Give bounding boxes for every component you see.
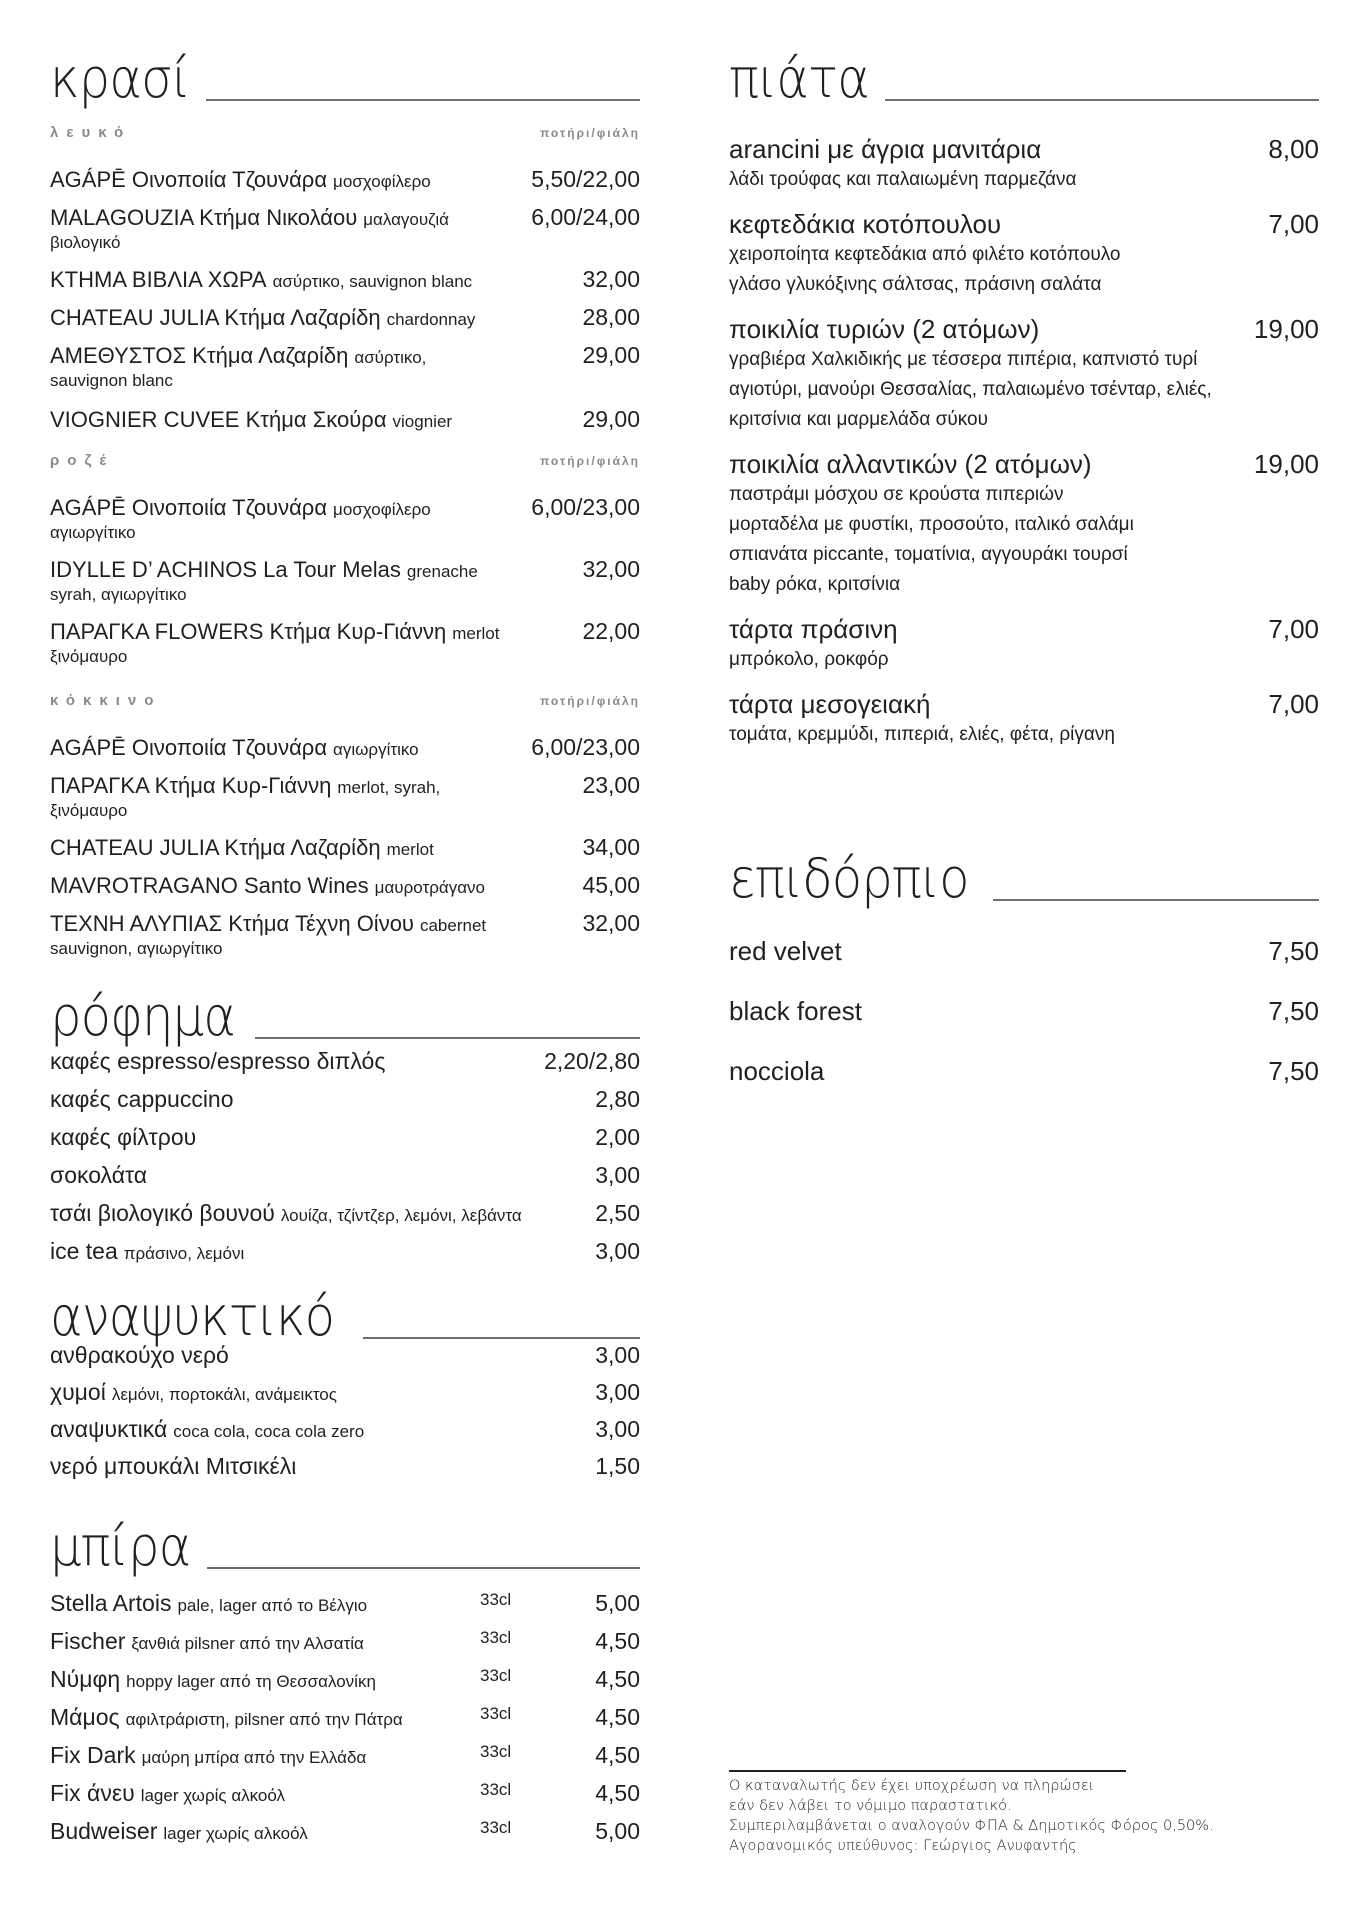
beer-name: Fix άνευ (50, 1780, 135, 1806)
item-name: ανθρακούχο νερό (50, 1342, 229, 1368)
dish-name: ποικιλία τυριών (2 ατόμων) (729, 314, 1040, 344)
wine-grape: grenache (406, 562, 478, 581)
dessert-name: nocciola (729, 1056, 825, 1086)
dish-item (729, 689, 1319, 750)
wine-row (50, 304, 640, 331)
dish-row (729, 614, 1319, 645)
beer-desc: lager χωρίς αλκοόλ (163, 1824, 308, 1843)
footer-line: Ο καταναλωτής δεν έχει υποχρέωση να πληρώσει (729, 1778, 1095, 1794)
footer-line: εάν δεν λάβει το νόμιμο παραστατικό. (729, 1798, 1012, 1814)
beer-volume: 33cl (480, 1666, 512, 1685)
wine-grape: chardonnay (386, 310, 476, 329)
dishes-section-title (729, 47, 1319, 110)
wine-name: AGÁPĒ Οινοποιία Τζουνάρα (50, 735, 328, 760)
beer-volume: 33cl (480, 1742, 512, 1761)
beer-desc: ξανθιά pilsner από την Αλσατία (131, 1634, 364, 1653)
wine-row (50, 872, 640, 899)
item-name: νερό μπουκάλι Μιτσικέλι (50, 1453, 297, 1479)
glass-bottle-label: ποτήρι/φιάλη (540, 453, 640, 468)
beer-volume: 33cl (480, 1818, 512, 1837)
dish-row (729, 209, 1319, 240)
item-price: 3,00 (595, 1238, 640, 1264)
item-name: καφές φίλτρου (50, 1124, 197, 1150)
wine-grape: merlot (452, 624, 500, 643)
item-price: 2,00 (595, 1124, 640, 1150)
item-name-wrap (50, 1416, 364, 1443)
dish-row (729, 449, 1319, 480)
dish-row (729, 134, 1319, 165)
title-rule (206, 99, 640, 101)
dessert-price: 7,50 (1268, 1056, 1319, 1086)
wine-name-wrap (50, 407, 452, 433)
beer-price: 4,50 (595, 1628, 640, 1654)
beer-volume: 33cl (480, 1780, 512, 1799)
dish-item (729, 134, 1319, 195)
beer-list (50, 1590, 640, 1856)
item-name: καφές cappuccino (50, 1086, 234, 1112)
wine-name: ΠΑΡΑΓΚΑ FLOWERS Κτήμα Κυρ-Γιάννη (50, 619, 447, 644)
item-price: 2,80 (595, 1086, 640, 1112)
wine-name: ΤΕΧΝΗ ΑΛΥΠΙΑΣ Κτήμα Τέχνη Οίνου (50, 911, 414, 936)
wine-item (50, 734, 640, 761)
beer-price: 5,00 (595, 1590, 640, 1616)
item-name: ice tea (50, 1238, 118, 1264)
beer-item (50, 1780, 640, 1818)
dessert-title: επιδόρπιο (729, 847, 969, 910)
beer-section-title (50, 1515, 640, 1578)
title-rule (885, 99, 1319, 101)
wine-name: ΑΜΕΘΥΣΤΟΣ Κτήμα Λαζαρίδη (50, 343, 349, 368)
beer-price: 4,50 (595, 1780, 640, 1806)
wine-row (50, 734, 640, 761)
beer-desc: αφιλτράριστη, pilsner από την Πάτρα (125, 1710, 403, 1729)
wine-name: CHATEAU JULIA Κτήμα Λαζαρίδη (50, 305, 381, 330)
wine-name: ΠΑΡΑΓΚΑ Κτήμα Κυρ-Γιάννη (50, 773, 332, 798)
beer-name-wrap (50, 1590, 367, 1617)
item-desc: coca cola, coca cola zero (173, 1422, 365, 1441)
wine-price: 28,00 (582, 304, 640, 330)
wine-price: 29,00 (582, 342, 640, 368)
beer-name-wrap (50, 1628, 364, 1655)
wine-price: 23,00 (582, 772, 640, 798)
dish-description: μορταδέλα με φυστίκι, προσούτο, ιταλικό σαλάμι (729, 514, 1134, 535)
wine-price: 6,00/23,00 (531, 734, 640, 760)
dessert-section-title (729, 847, 1319, 910)
dishes-list (729, 134, 1319, 764)
item-name-wrap (50, 1124, 196, 1151)
dish-description: γραβιέρα Χαλκιδικής με τέσσερα πιπέρια, καπνιστό τυρί (729, 349, 1198, 370)
wine-price: 5,50/22,00 (531, 166, 640, 192)
wine-type-label: κόκκινο (50, 692, 162, 709)
item-price: 2,20/2,80 (544, 1048, 640, 1074)
wine-grape-continued: ξινόμαυρο (50, 647, 128, 666)
dish-description: χειροποίητα κεφτεδάκια από φιλέτο κοτόπουλο (729, 244, 1121, 265)
beer-name-wrap (50, 1704, 403, 1731)
soft-drinks-section-title (50, 1285, 640, 1348)
wine-item (50, 406, 640, 433)
dish-name: arancini με άγρια μανιτάρια (729, 134, 1042, 164)
wine-item (50, 266, 640, 293)
dish-description: παστράμι μόσχου σε κρούστα πιπεριών (729, 484, 1064, 505)
wine-price: 32,00 (582, 910, 640, 936)
legal-footer (729, 1770, 1249, 1856)
wine-item (50, 618, 640, 667)
wine-grape: μαλαγουζιά (363, 210, 449, 229)
soft-drinks-item (50, 1379, 640, 1416)
dessert-item (729, 1056, 1319, 1116)
beer-item (50, 1628, 640, 1666)
dessert-name: black forest (729, 996, 862, 1026)
wine-item (50, 834, 640, 861)
dish-name: κεφτεδάκια κοτόπουλου (729, 209, 1002, 239)
wine-grape-continued: syrah, αγιωργίτικο (50, 585, 187, 604)
wine-row (50, 166, 640, 193)
wine-name-wrap (50, 267, 472, 293)
glass-bottle-label: ποτήρι/φιάλη (540, 125, 640, 140)
beer-name: Fix Dark (50, 1742, 136, 1768)
hot-drinks-item (50, 1124, 640, 1162)
glass-bottle-label: ποτήρι/φιάλη (540, 693, 640, 708)
dessert-price: 7,50 (1268, 996, 1319, 1026)
dish-price: 8,00 (1268, 134, 1319, 164)
wine-name: AGÁPĒ Οινοποιία Τζουνάρα (50, 495, 328, 520)
hot-drinks-list (50, 1048, 640, 1276)
wine-row (50, 266, 640, 293)
footer-line: Συμπεριλαμβάνεται ο αναλογούν ΦΠΑ & Δημοτικός Φόρος 0,50%. (729, 1818, 1214, 1834)
dessert-item (729, 996, 1319, 1056)
soft-drinks-item (50, 1416, 640, 1453)
item-name-wrap (50, 1048, 385, 1075)
beer-desc: lager χωρίς αλκοόλ (140, 1786, 286, 1805)
wine-name-wrap (50, 773, 440, 799)
wine-name-wrap (50, 343, 426, 369)
item-name: χυμοί (50, 1379, 106, 1405)
dish-description: αγιοτύρι, μανούρι Θεσσαλίας, παλαιωμένο τσένταρ, ελιές, (729, 379, 1212, 400)
wine-item (50, 494, 640, 543)
dessert-list (729, 936, 1319, 1116)
wine-type-label: ροζέ (50, 452, 115, 469)
wine-type-label: λευκό (50, 124, 132, 141)
wine-grape: viognier (392, 412, 453, 431)
beer-desc: pale, lager από το Βέλγιο (177, 1596, 368, 1615)
dish-description: γλάσο γλυκόξινης σάλτσας, πράσινη σαλάτα (729, 274, 1102, 295)
wine-subheading (50, 124, 640, 141)
beer-name: Νύμφη (50, 1666, 121, 1692)
wine-row (50, 204, 640, 231)
wine-name: VIOGNIER CUVEE Κτήμα Σκούρα (50, 407, 387, 432)
wine-grape: αγιωργίτικο (333, 740, 419, 759)
wine-grape-continued: sauvignon blanc (50, 371, 173, 390)
wine-row (50, 910, 640, 937)
wine-grape: μοσχοφίλερο (333, 500, 431, 519)
dish-item (729, 449, 1319, 600)
wine-item (50, 556, 640, 605)
wine-row (50, 618, 640, 645)
wine-row (50, 834, 640, 861)
wine-item (50, 166, 640, 193)
dish-price: 19,00 (1253, 449, 1319, 479)
wine-name: AGÁPĒ Οινοποιία Τζουνάρα (50, 167, 328, 192)
wine-price: 6,00/24,00 (531, 204, 640, 230)
dish-description: κριτσίνια και μαρμελάδα σύκου (729, 409, 988, 430)
wine-item (50, 872, 640, 899)
dish-name: ποικιλία αλλαντικών (2 ατόμων) (729, 449, 1092, 479)
beer-price: 4,50 (595, 1742, 640, 1768)
wine-name-wrap (50, 205, 449, 231)
dish-row (729, 689, 1319, 720)
dish-description: μπρόκολο, ροκφόρ (729, 649, 889, 670)
item-name-wrap (50, 1200, 522, 1227)
hot-drinks-item (50, 1086, 640, 1124)
wine-price: 22,00 (582, 618, 640, 644)
beer-title: μπίρα (50, 1515, 191, 1578)
dish-price: 7,00 (1268, 614, 1319, 644)
dish-name: τάρτα πράσινη (729, 614, 898, 644)
wine-name-wrap (50, 735, 419, 761)
wine-subheading (50, 692, 640, 709)
wine-grape-continued: ξινόμαυρο (50, 801, 128, 820)
soft-drinks-item (50, 1342, 640, 1379)
item-name: τσάι βιολογικό βουνού (50, 1200, 275, 1226)
wine-name-wrap (50, 167, 431, 193)
wine-grape: merlot, syrah, (337, 778, 441, 797)
beer-price: 5,00 (595, 1818, 640, 1844)
dish-description: τομάτα, κρεμμύδι, πιπεριά, ελιές, φέτα, ρίγανη (729, 724, 1115, 745)
wine-item (50, 204, 640, 253)
beer-name-wrap (50, 1666, 376, 1693)
item-name-wrap (50, 1238, 244, 1265)
wine-grape: cabernet (419, 916, 487, 935)
dish-price: 7,00 (1268, 689, 1319, 719)
beer-volume: 33cl (480, 1704, 512, 1723)
hot-drinks-section-title (50, 985, 640, 1048)
item-name: καφές espresso/espresso διπλός (50, 1048, 386, 1074)
wine-row (50, 556, 640, 583)
wine-grape-continued: αγιωργίτικο (50, 523, 136, 542)
dessert-name: red velvet (729, 936, 842, 966)
beer-name-wrap (50, 1742, 366, 1769)
wine-row (50, 342, 640, 369)
hot-drinks-item (50, 1238, 640, 1276)
wine-subheading (50, 452, 640, 469)
item-name-wrap (50, 1086, 234, 1113)
item-name-wrap (50, 1162, 147, 1189)
beer-name-wrap (50, 1818, 308, 1845)
beer-name: Μάμος (50, 1704, 120, 1730)
beer-name: Stella Artois (50, 1590, 172, 1616)
dishes-title: πιάτα (729, 47, 869, 110)
soft-drinks-list (50, 1342, 640, 1490)
wine-item (50, 772, 640, 821)
title-rule (993, 899, 1319, 901)
beer-item (50, 1590, 640, 1628)
wine-name: CHATEAU JULIA Κτήμα Λαζαρίδη (50, 835, 381, 860)
wine-item (50, 304, 640, 331)
wine-price: 32,00 (582, 266, 640, 292)
wine-name-wrap (50, 557, 478, 583)
title-rule (207, 1567, 640, 1569)
item-price: 2,50 (595, 1200, 640, 1226)
dessert-price: 7,50 (1268, 936, 1319, 966)
beer-volume: 33cl (480, 1628, 512, 1647)
hot-drinks-title: ρόφημα (50, 985, 236, 1048)
dish-row (729, 314, 1319, 345)
wine-name-wrap (50, 619, 499, 645)
soft-drinks-item (50, 1453, 640, 1490)
wine-price: 45,00 (582, 872, 640, 898)
dish-price: 7,00 (1268, 209, 1319, 239)
dish-description: baby ρόκα, κριτσίνια (729, 574, 901, 595)
dish-name: τάρτα μεσογειακή (729, 689, 931, 719)
hot-drinks-item (50, 1162, 640, 1200)
item-price: 3,00 (595, 1162, 640, 1188)
hot-drinks-item (50, 1048, 640, 1086)
soft-drinks-title: αναψυκτικό (50, 1285, 335, 1348)
wine-name: IDYLLE D’ ACHINOS La Tour Melas (50, 557, 401, 582)
wine-name-wrap (50, 495, 431, 521)
wine-price: 34,00 (582, 834, 640, 860)
beer-item (50, 1704, 640, 1742)
wine-name-wrap (50, 911, 486, 937)
item-name: σοκολάτα (50, 1162, 148, 1188)
beer-name: Fischer (50, 1628, 126, 1654)
item-price: 1,50 (595, 1453, 640, 1479)
wine-name: ΚΤΗΜΑ ΒΙΒΛΙΑ ΧΩΡΑ (50, 267, 267, 292)
wine-grape: μαυροτράγανο (374, 878, 485, 897)
wine-price: 6,00/23,00 (531, 494, 640, 520)
item-name-wrap (50, 1453, 296, 1480)
footer-rule (729, 1770, 1126, 1772)
dessert-item (729, 936, 1319, 996)
title-rule (255, 1037, 640, 1039)
title-rule (363, 1337, 640, 1339)
wine-row (50, 772, 640, 799)
beer-item (50, 1666, 640, 1704)
dish-price: 19,00 (1253, 314, 1319, 344)
item-name-wrap (50, 1379, 337, 1406)
footer-line: Αγορανομικός υπεύθυνος: Γεώργιος Ανυφαντής (729, 1838, 1077, 1854)
beer-desc: μαύρη μπίρα από την Ελλάδα (141, 1748, 367, 1767)
wine-row (50, 494, 640, 521)
wine-grape-continued: sauvignon, αγιωργίτικο (50, 939, 223, 958)
beer-item (50, 1742, 640, 1780)
wine-name-wrap (50, 873, 485, 899)
wine-title: κρασί (50, 47, 190, 110)
wine-name: MAVROTRAGANO Santo Wines (50, 873, 369, 898)
wine-item (50, 342, 640, 391)
wine-grape: μοσχοφίλερο (333, 172, 431, 191)
beer-item (50, 1818, 640, 1856)
wine-name-wrap (50, 305, 475, 331)
item-name: αναψυκτικά (50, 1416, 168, 1442)
wine-price: 32,00 (582, 556, 640, 582)
dish-item (729, 614, 1319, 675)
beer-price: 4,50 (595, 1666, 640, 1692)
item-price: 3,00 (595, 1342, 640, 1368)
item-desc: λεμόνι, πορτοκάλι, ανάμεικτος (111, 1385, 337, 1404)
wine-section-title (50, 47, 640, 110)
wine-price: 29,00 (582, 406, 640, 432)
item-price: 3,00 (595, 1416, 640, 1442)
beer-price: 4,50 (595, 1704, 640, 1730)
beer-volume: 33cl (480, 1590, 512, 1609)
wine-name-wrap (50, 835, 434, 861)
hot-drinks-item (50, 1200, 640, 1238)
beer-name: Budweiser (50, 1818, 158, 1844)
wine-name: MALAGOUZIA Κτήμα Νικολάου (50, 205, 358, 230)
item-name-wrap (50, 1342, 229, 1369)
wine-item (50, 910, 640, 959)
wine-row (50, 406, 640, 433)
dish-description: σπιανάτα piccante, τοματίνια, αγγουράκι τουρσί (729, 544, 1128, 565)
wine-grape: ασύρτικο, (354, 348, 427, 367)
wine-grape: merlot (386, 840, 434, 859)
item-price: 3,00 (595, 1379, 640, 1405)
beer-name-wrap (50, 1780, 285, 1807)
beer-desc: hoppy lager από τη Θεσσαλονίκη (126, 1672, 376, 1691)
wine-grape-continued: βιολογικό (50, 233, 121, 252)
wine-grape: ασύρτικο, sauvignon blanc (272, 272, 473, 291)
dish-description: λάδι τρούφας και παλαιωμένη παρμεζάνα (729, 169, 1077, 190)
item-desc: λουίζα, τζίντζερ, λεμόνι, λεβάντα (280, 1206, 522, 1225)
dish-item (729, 209, 1319, 300)
dish-item (729, 314, 1319, 435)
item-desc: πράσινο, λεμόνι (123, 1244, 245, 1263)
